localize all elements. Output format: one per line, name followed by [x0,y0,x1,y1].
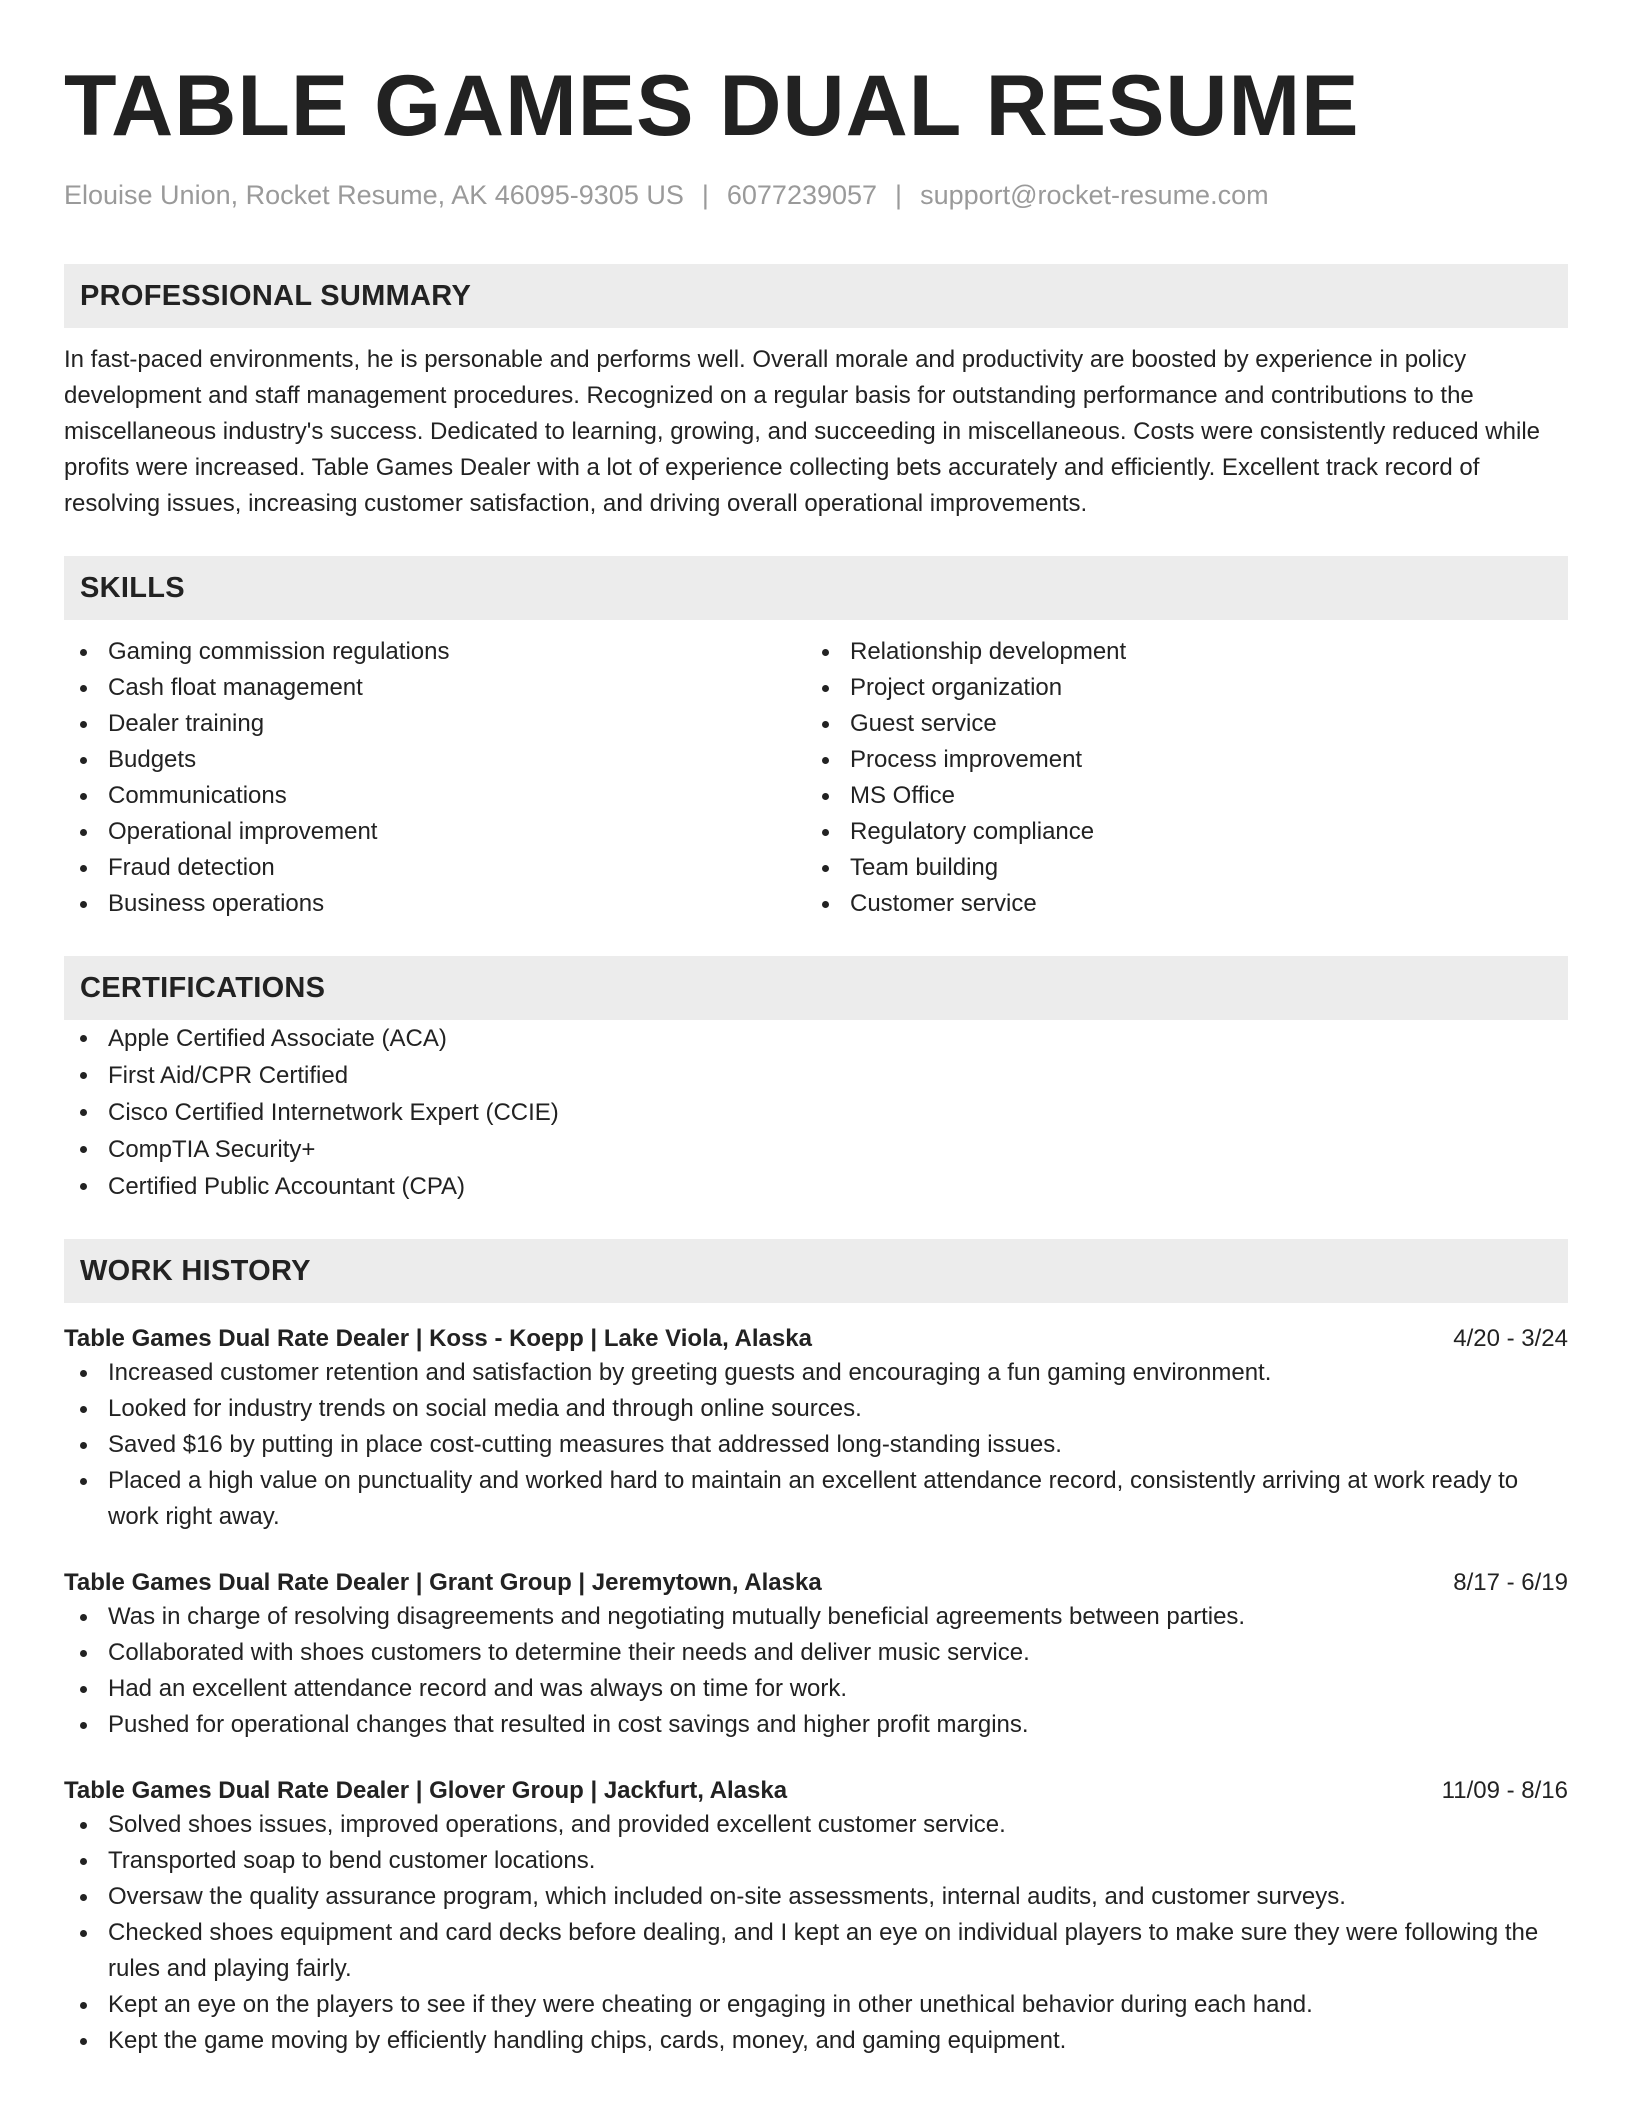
job-title: Table Games Dual Rate Dealer | Glover Group | Jackfurt, Alaska [64,1777,788,1804]
contact-line [64,178,1568,212]
job-dates: 8/17 - 6/19 [1453,1569,1568,1596]
job-duties-list [64,1355,1568,1535]
skill-item: Operational improvement [64,814,806,850]
job-title: Table Games Dual Rate Dealer | Grant Group | Jeremytown, Alaska [64,1569,822,1596]
skills-column-right [806,634,1548,922]
job-duty: Looked for industry trends on social media and through online sources. [64,1391,1568,1427]
certification-item: Apple Certified Associate (ACA) [64,1020,1568,1057]
job-duties-list [64,1807,1568,2059]
skill-item: Process improvement [806,742,1548,778]
summary-text: In fast-paced environments, he is personable and performs well. Overall morale and productivity are boosted by experience in policy development and staff management procedures. Recognized on a regular basis for outstanding performance and contributions to the miscellaneous industry's success. Dedicated to learning, growing, and succeeding in miscellaneous. Costs were consistently reduced while profits were increased. Table Games Dealer with a lot of experience collecting bets accurately and efficiently. Excellent track record of resolving issues, increasing customer satisfaction, and driving overall operational improvements. [64,346,1540,517]
skill-item: MS Office [806,778,1548,814]
job-duty: Kept the game moving by efficiently handling chips, cards, money, and gaming equipment. [64,2023,1568,2059]
skill-item: Customer service [806,886,1548,922]
job-duty: Placed a high value on punctuality and worked hard to maintain an excellent attendance record, consistently arriving at work ready to work right away. [64,1463,1568,1535]
job-title: Table Games Dual Rate Dealer | Koss - Koepp | Lake Viola, Alaska [64,1325,812,1352]
resume-content [64,56,1568,2059]
skill-item: Project organization [806,670,1548,706]
job-header [64,1567,1568,1599]
section-heading-certifications: CERTIFICATIONS [64,956,1568,1020]
skills-list-right [806,634,1548,922]
contact-separator: | [701,180,709,210]
skill-item: Cash float management [64,670,806,706]
job-duty: Had an excellent attendance record and was always on time for work. [64,1671,1568,1707]
job-duties-list [64,1599,1568,1743]
job-duty: Kept an eye on the players to see if they were cheating or engaging in other unethical behavior during each hand. [64,1987,1568,2023]
resume-title: TABLE GAMES DUAL RESUME [64,58,1360,154]
skill-item: Fraud detection [64,850,806,886]
job-duty: Was in charge of resolving disagreements and negotiating mutually beneficial agreements between parties. [64,1599,1568,1635]
skill-item: Business operations [64,886,806,922]
section-heading-work-history: WORK HISTORY [64,1239,1568,1303]
job-dates: 4/20 - 3/24 [1453,1325,1568,1352]
skill-item: Regulatory compliance [806,814,1548,850]
job-duty: Solved shoes issues, improved operations, and provided excellent customer service. [64,1807,1568,1843]
skills-list-left [64,634,806,922]
certification-item: First Aid/CPR Certified [64,1057,1568,1094]
skill-item: Guest service [806,706,1548,742]
certification-item: CompTIA Security+ [64,1131,1568,1168]
job-entry [64,1323,1568,1535]
skill-item: Gaming commission regulations [64,634,806,670]
job-header [64,1775,1568,1807]
skill-item: Dealer training [64,706,806,742]
certification-item: Certified Public Accountant (CPA) [64,1168,1568,1205]
certification-item: Cisco Certified Internetwork Expert (CCIE) [64,1094,1568,1131]
contact-phone: 6077239057 [726,180,878,210]
skills-columns [64,634,1568,922]
job-entry [64,1567,1568,1743]
certifications-list [64,1020,1568,1205]
job-duty: Transported soap to bend customer locations. [64,1843,1568,1879]
skill-item: Budgets [64,742,806,778]
skill-item: Relationship development [806,634,1548,670]
job-duty: Pushed for operational changes that resulted in cost savings and higher profit margins. [64,1707,1568,1743]
contact-email: support@rocket-resume.com [920,180,1269,210]
job-entry [64,1775,1568,2059]
job-header [64,1323,1568,1355]
job-duty: Checked shoes equipment and card decks before dealing, and I kept an eye on individual players to make sure they were following the rules and playing fairly. [64,1915,1568,1987]
job-duty: Collaborated with shoes customers to determine their needs and deliver music service. [64,1635,1568,1671]
section-heading-summary: PROFESSIONAL SUMMARY [64,264,1568,328]
job-dates: 11/09 - 8/16 [1441,1777,1568,1804]
contact-separator: | [895,180,903,210]
job-duty: Oversaw the quality assurance program, which included on-site assessments, internal audits, and customer surveys. [64,1879,1568,1915]
contact-address: Elouise Union, Rocket Resume, AK 46095-9305 US [64,180,684,210]
job-duty: Saved $16 by putting in place cost-cutting measures that addressed long-standing issues. [64,1427,1568,1463]
section-heading-skills: SKILLS [64,556,1568,620]
job-duty: Increased customer retention and satisfaction by greeting guests and encouraging a fun gaming environment. [64,1355,1568,1391]
skill-item: Communications [64,778,806,814]
skill-item: Team building [806,850,1548,886]
skills-column-left [64,634,806,922]
